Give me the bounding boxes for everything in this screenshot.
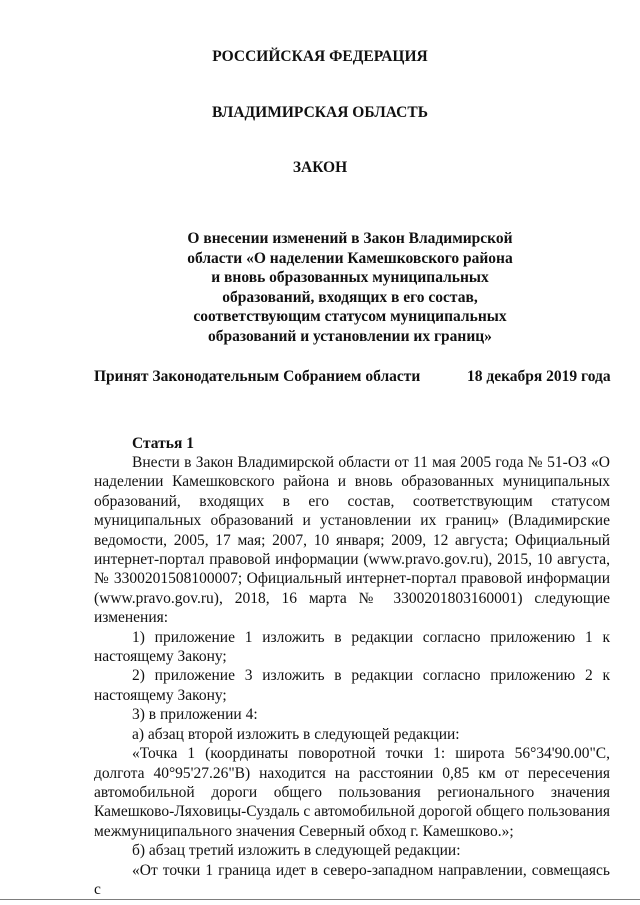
law-subject-line: образований, входящих в его состав, (222, 288, 478, 306)
article-paragraph: 1) приложение 1 изложить в редакции согласно приложению 1 к настоящему Закону; (94, 628, 610, 666)
law-subject-line: соответствующим статусом муниципальных (193, 308, 507, 326)
country-heading: РОССИЙСКАЯ ФЕДЕРАЦИЯ (212, 48, 428, 65)
region-heading: ВЛАДИМИРСКАЯ ОБЛАСТЬ (212, 104, 428, 121)
article-paragraph: 2) приложение 3 изложить в редакции согласно приложению 2 к настоящему Закону; (94, 667, 610, 704)
document-type-heading: ЗАКОН (292, 159, 348, 176)
law-subject-line: области «О наделении Камешковского района (187, 249, 513, 267)
adoption-date: 18 декабря 2019 года (467, 368, 611, 385)
adoption-line (94, 368, 611, 386)
article-title: Статья 1 (132, 435, 194, 452)
article-paragraph: «Точка 1 (координаты поворотной точки 1: широта 56°34'90.00"С, долгота 40°95'27.26"В) находится на расстоянии 0,85 км от пересечения автомобильной дороги общего пользования регионального значения Камешково-Ляховицы-Суздаль с автомобильной дорогой общего пользования межмуниципального значения Северный обход г. Камешково.»; (94, 745, 610, 840)
article-body (94, 453, 610, 899)
adopted-by: Принят Законодательным Собранием области (94, 368, 421, 385)
page-bottom-edge (0, 899, 640, 900)
law-subject (150, 229, 550, 347)
article-paragraph: «От точки 1 граница идет в северо-западном направлении, совмещаясь с (94, 861, 610, 898)
article-paragraph: Внести в Закон Владимирской области от 11 мая 2005 года № 51-ОЗ «О наделении Камешковского района и вновь образованных муниципальных образований, входящих в его состав, соответствующим статусом муниципальных образований и установлении их границ» (Владимирские ведомости, 2005, 17 мая; 2007, 10 января; 2009, 12 августа; Официальный интернет-портал правовой информации (www.pravo.gov.ru), 2015, 10 августа, № 3300201508100007; Официальный интернет-портал правовой информации (www.pravo.gov.ru), 2018, 16 марта № 3300201803160001) следующие изменения: (94, 454, 610, 627)
article-paragraph: а) абзац второй изложить в следующей редакции: (132, 725, 460, 743)
article-paragraph: б) абзац третий изложить в следующей редакции: (132, 842, 461, 860)
article-paragraph: 3) в приложении 4: (132, 706, 258, 724)
law-subject-line: О внесении изменений в Закон Владимирской (187, 230, 513, 247)
law-subject-line: образований и установлении их границ» (208, 327, 492, 345)
law-subject-line: и вновь образованных муниципальных (211, 269, 489, 287)
